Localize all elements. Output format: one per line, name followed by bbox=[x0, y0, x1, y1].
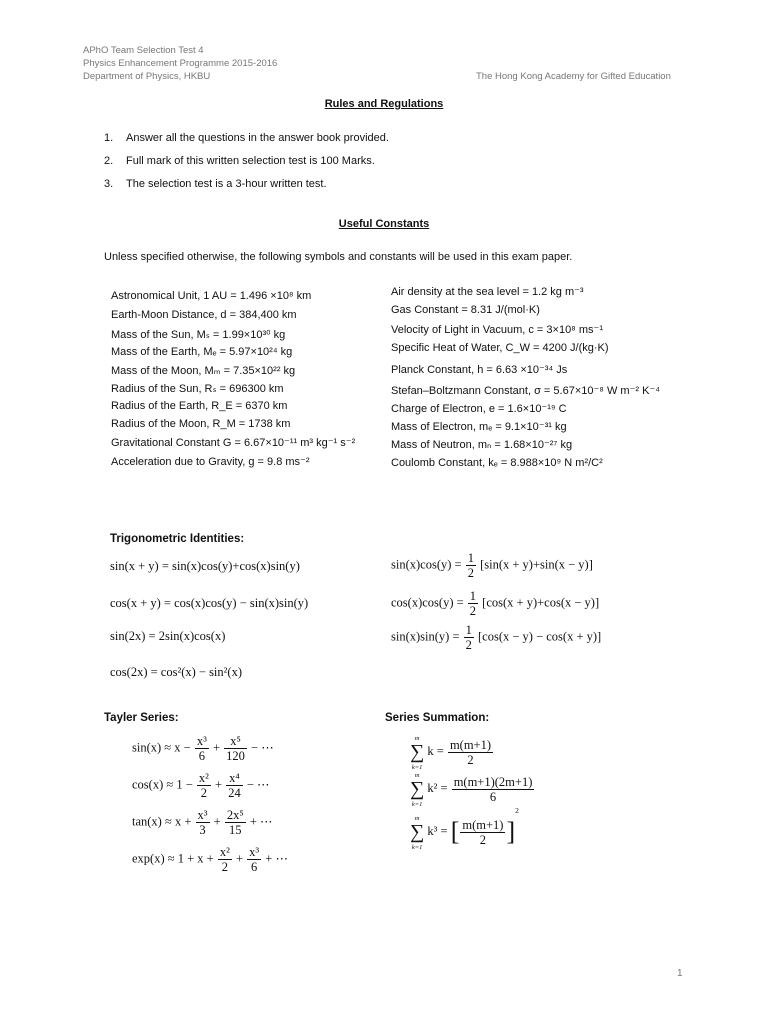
lhs: cos(x) ≈ 1 − bbox=[132, 777, 193, 792]
sigma-icon: ∑ bbox=[410, 778, 425, 800]
constant-right: Mass of Electron, mₑ = 9.1×10⁻³¹ kg bbox=[391, 421, 567, 433]
page-number: 1 bbox=[677, 968, 683, 979]
tail: + ⋯ bbox=[249, 814, 273, 829]
fraction-denominator: 2 bbox=[200, 786, 208, 800]
constant-left: Radius of the Moon, R_M = 1738 km bbox=[111, 418, 291, 430]
taylor-exp bbox=[132, 845, 288, 874]
fraction-numerator: 1 bbox=[467, 551, 474, 565]
rhs: [cos(x + y)+cos(x − y)] bbox=[482, 595, 600, 610]
lhs: exp(x) ≈ 1 + x + bbox=[132, 851, 214, 866]
series-sum-k bbox=[410, 732, 494, 772]
lhs: sin(x)cos(y) = bbox=[391, 557, 462, 572]
sigma-icon: ∑ bbox=[410, 741, 425, 763]
fraction bbox=[466, 551, 476, 580]
rule-item bbox=[104, 132, 604, 146]
term: k² = bbox=[427, 780, 448, 795]
fraction-denominator: 2 bbox=[467, 752, 474, 767]
constant-left: Acceleration due to Gravity, g = 9.8 ms⁻² bbox=[111, 456, 310, 468]
fraction-numerator: 1 bbox=[465, 623, 472, 637]
taylor-cos bbox=[132, 771, 270, 800]
fraction bbox=[224, 734, 247, 763]
trig-identity-product bbox=[391, 623, 601, 652]
lhs: sin(x) ≈ x − bbox=[132, 740, 191, 755]
fraction-denominator: 24 bbox=[228, 786, 241, 800]
rule-number: 2. bbox=[104, 155, 114, 167]
fraction-numerator: x³ bbox=[197, 808, 208, 822]
fraction-numerator: x² bbox=[219, 845, 230, 859]
trig-identity: cos(x + y) = cos(x)cos(y) − sin(x)sin(y) bbox=[110, 596, 309, 610]
rules-title: Rules and Regulations bbox=[324, 98, 444, 110]
constant-right: Specific Heat of Water, C_W = 4200 J/(kg·K) bbox=[391, 342, 609, 354]
fraction-denominator: 6 bbox=[251, 860, 258, 874]
fraction bbox=[196, 808, 210, 837]
fraction-numerator: x³ bbox=[249, 845, 260, 859]
series-title: Series Summation: bbox=[385, 712, 490, 724]
sum-symbol bbox=[410, 769, 424, 809]
constants-intro: Unless specified otherwise, the following symbols and constants will be used in this exam paper. bbox=[104, 251, 573, 263]
header-block bbox=[83, 44, 277, 83]
trig-title: Trigonometric Identities: bbox=[110, 533, 245, 545]
fraction-denominator: 120 bbox=[226, 749, 245, 763]
header-line-1: APhO Team Selection Test 4 bbox=[83, 45, 204, 56]
sum-symbol bbox=[410, 812, 424, 852]
operator: + bbox=[235, 851, 244, 866]
term: k = bbox=[427, 743, 444, 758]
fraction bbox=[460, 818, 505, 847]
fraction-denominator: 6 bbox=[489, 789, 497, 804]
constant-left: Mass of the Earth, Mₑ = 5.97×10²⁴ kg bbox=[111, 346, 293, 358]
operator: + bbox=[213, 814, 221, 829]
sum-upper-limit: m bbox=[414, 815, 420, 823]
constant-left: Astronomical Unit, 1 AU = 1.496 ×10⁸ km bbox=[111, 290, 312, 302]
trig-identity-product bbox=[391, 551, 593, 580]
trig-identity: sin(2x) = 2sin(x)cos(x) bbox=[110, 629, 226, 643]
taylor-title: Tayler Series: bbox=[104, 712, 179, 724]
fraction-numerator: 1 bbox=[469, 589, 477, 603]
tail: + ⋯ bbox=[265, 851, 288, 866]
sum-lower-limit: k=1 bbox=[411, 801, 423, 808]
rule-item bbox=[104, 155, 604, 169]
fraction bbox=[226, 771, 243, 800]
header-org: The Hong Kong Academy for Gifted Education bbox=[476, 71, 671, 82]
constant-right: Air density at the sea level = 1.2 kg m⁻³ bbox=[391, 286, 584, 298]
constant-left: Radius of the Earth, R_E = 6370 km bbox=[111, 400, 288, 412]
term: k³ = bbox=[427, 824, 448, 838]
taylor-sin bbox=[132, 734, 274, 763]
header-line-2: Physics Enhancement Programme 2015-2016 bbox=[83, 58, 278, 69]
fraction bbox=[218, 845, 232, 874]
fraction-denominator: 2 bbox=[465, 638, 472, 652]
constant-right: Gas Constant = 8.31 J/(mol·K) bbox=[391, 304, 540, 316]
fraction-numerator: 2x⁵ bbox=[226, 808, 244, 822]
fraction-denominator: 2 bbox=[221, 860, 228, 874]
constant-right: Planck Constant, h = 6.63 ×10⁻³⁴ Js bbox=[391, 364, 568, 376]
fraction-denominator: 15 bbox=[229, 823, 242, 837]
rule-number: 1. bbox=[104, 132, 114, 144]
fraction-denominator: 2 bbox=[469, 604, 477, 618]
lhs: sin(x)sin(y) = bbox=[391, 629, 460, 644]
sum-lower-limit: k=1 bbox=[411, 764, 423, 771]
rule-text: Full mark of this written selection test is 100 Marks. bbox=[126, 155, 375, 167]
lhs: tan(x) ≈ x + bbox=[132, 814, 192, 829]
constant-left: Earth-Moon Distance, d = 384,400 km bbox=[111, 309, 297, 321]
taylor-tan bbox=[132, 808, 273, 837]
fraction bbox=[452, 775, 535, 804]
right-bracket: ] bbox=[506, 817, 516, 847]
rhs: [sin(x + y)+sin(x − y)] bbox=[480, 557, 593, 572]
series-sum-k2 bbox=[410, 769, 535, 809]
sum-lower-limit: k=1 bbox=[411, 844, 423, 852]
trig-identity: cos(2x) = cos²(x) − sin²(x) bbox=[110, 665, 242, 679]
fraction bbox=[197, 771, 211, 800]
sum-symbol bbox=[410, 732, 424, 772]
constant-right: Velocity of Light in Vacuum, c = 3×10⁸ ms⁻¹ bbox=[391, 324, 604, 336]
fraction-denominator: 3 bbox=[199, 823, 206, 837]
operator: + bbox=[212, 740, 221, 755]
trig-identity: sin(x + y) = sin(x)cos(y)+cos(x)sin(y) bbox=[110, 559, 300, 573]
fraction bbox=[468, 589, 478, 618]
series-sum-k3 bbox=[410, 806, 519, 852]
fraction-numerator: x⁵ bbox=[224, 734, 247, 749]
lhs: cos(x)cos(y) = bbox=[391, 595, 464, 610]
sum-upper-limit: m bbox=[414, 772, 420, 779]
left-bracket: [ bbox=[450, 817, 460, 847]
fraction bbox=[464, 623, 474, 652]
tail: − ⋯ bbox=[251, 740, 274, 755]
fraction-numerator: x³ bbox=[196, 734, 207, 748]
sigma-icon: ∑ bbox=[410, 821, 425, 844]
sum-upper-limit: m bbox=[414, 735, 420, 742]
constant-left: Radius of the Sun, Rₛ = 696300 km bbox=[111, 383, 284, 395]
constant-left: Mass of the Moon, Mₘ = 7.35×10²² kg bbox=[111, 365, 296, 377]
fraction-numerator: x⁴ bbox=[226, 771, 243, 786]
trig-identity-product bbox=[391, 589, 599, 618]
constant-right: Coulomb Constant, kₑ = 8.988×10⁹ N m²/C² bbox=[391, 457, 603, 469]
fraction bbox=[448, 738, 493, 767]
fraction-denominator: 6 bbox=[198, 749, 205, 763]
rule-text: The selection test is a 3-hour written test. bbox=[126, 178, 327, 190]
rule-item bbox=[104, 178, 604, 192]
fraction-numerator: x² bbox=[198, 771, 209, 785]
fraction bbox=[195, 734, 209, 763]
constant-right: Charge of Electron, e = 1.6×10⁻¹⁹ C bbox=[391, 403, 567, 415]
constant-left: Gravitational Constant G = 6.67×10⁻¹¹ m³ kg⁻¹ s⁻² bbox=[111, 437, 356, 449]
constant-right: Mass of Neutron, mₙ = 1.68×10⁻²⁷ kg bbox=[391, 439, 573, 451]
exponent: 2 bbox=[515, 806, 519, 815]
rhs: [cos(x − y) − cos(x + y)] bbox=[478, 629, 602, 644]
constant-left: Mass of the Sun, Mₛ = 1.99×10³⁰ kg bbox=[111, 329, 286, 341]
fraction bbox=[225, 808, 246, 837]
tail: − ⋯ bbox=[246, 777, 270, 792]
fraction-numerator: m(m+1)(2m+1) bbox=[453, 774, 533, 789]
fraction-numerator: m(m+1) bbox=[449, 737, 492, 752]
operator: + bbox=[215, 777, 223, 792]
constant-right: Stefan–Boltzmann Constant, σ = 5.67×10⁻⁸ W m⁻² K⁻⁴ bbox=[391, 385, 660, 397]
rule-number: 3. bbox=[104, 178, 114, 190]
rule-text: Answer all the questions in the answer book provided. bbox=[126, 132, 389, 144]
fraction-denominator: 2 bbox=[467, 566, 474, 580]
header-line-3: Department of Physics, HKBU bbox=[83, 71, 211, 82]
constants-title: Useful Constants bbox=[338, 218, 430, 230]
fraction bbox=[247, 845, 261, 874]
fraction-numerator: m(m+1) bbox=[462, 817, 504, 832]
fraction-denominator: 2 bbox=[479, 832, 487, 847]
